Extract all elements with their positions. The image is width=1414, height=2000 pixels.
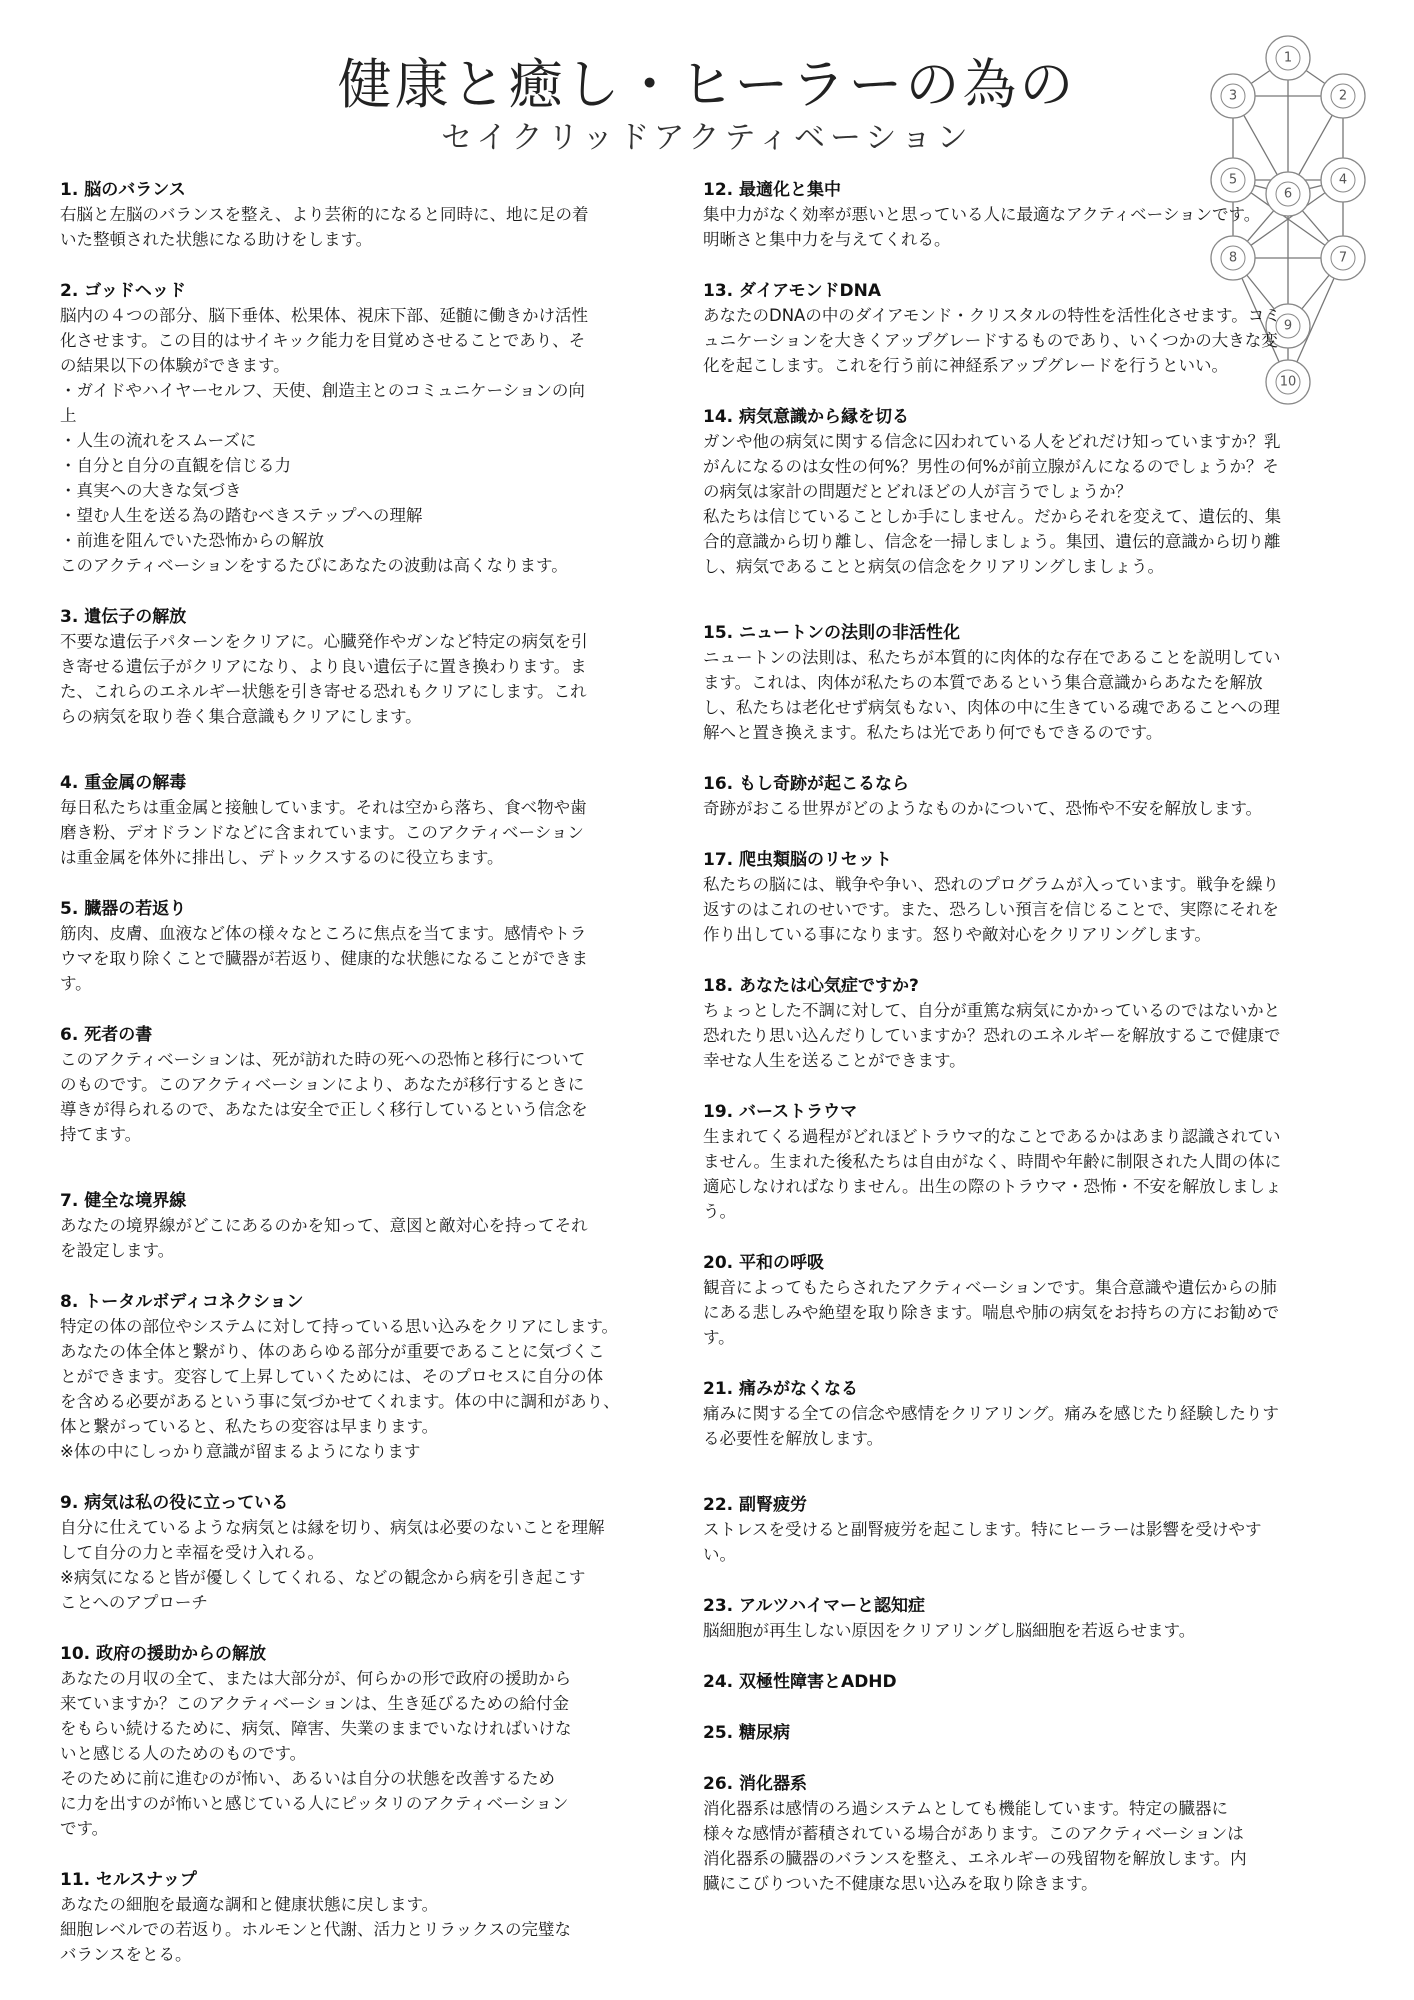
- section-heading: 4. 重金属の解毒: [60, 773, 187, 793]
- section-heading: 1. 脳のバランス: [60, 180, 186, 200]
- section-8: [60, 1290, 680, 1464]
- left-column: [60, 178, 680, 1994]
- section-heading: 20. 平和の呼吸: [703, 1253, 825, 1273]
- section-text: 奇跡がおこる世界がどのようなものかについて、恐怖や不安を解放します。: [703, 799, 1263, 818]
- section-19: [703, 1100, 1368, 1224]
- section-text: 私たちの脳には、戦争や争い、恐れのプログラムが入っています。戦争を繰り 返すのはこれのせいです。また、恐ろしい預言を信じることで、実際にそれを 作り出している事になります。怒りや敵対心をクリアリングします。: [703, 875, 1280, 944]
- section-heading: 2. ゴッドヘッド: [60, 281, 186, 301]
- section-heading: 25. 糖尿病: [703, 1723, 791, 1743]
- svg-text:8: 8: [1228, 250, 1238, 266]
- section-text: あなたの境界線がどこにあるのかを知って、意図と敵対心を持ってそれ を設定します。: [60, 1216, 588, 1260]
- section-text: ニュートンの法則は、私たちが本質的に肉体的な存在であることを説明してい ます。これは、肉体が私たちの本質であるという集合意識からあなたを解放 し、私たちは老化せず病気もない、肉体の中に生きている魂であることへの理 解へと置き換えます。私たちは光であり何でもできるのです。: [703, 648, 1281, 742]
- section-3: [60, 605, 680, 729]
- page-subtitle: セイクリッドアクティベーション: [441, 120, 973, 156]
- section-text: ストレスを受けると副腎疲労を起こします。特にヒーラーは影響を受けやす い。: [703, 1520, 1262, 1564]
- section-note: ※体の中にしっかり意識が留まるようになります: [60, 1442, 421, 1461]
- section-26: [703, 1772, 1368, 1896]
- section-heading: 23. アルツハイマーと認知症: [703, 1596, 926, 1616]
- section-text: そのために前に進むのが怖い、あるいは自分の状態を改善するため に力を出すのが怖いと感じている人にピッタリのアクティベーション です。: [60, 1769, 569, 1838]
- section-text: あなたのDNAの中のダイアモンド・クリスタルの特性を活性化させます。コミ ュニケーションを大きくアップグレードするものであり、いくつかの大きな変 化を起こします。これを行う前に神経系アップグレードを行うといい。: [703, 306, 1281, 375]
- page-title: 健康と癒し・ヒーラーの為の: [337, 53, 1077, 116]
- section-note: ※病気になると皆が優しくしてくれる、などの観念から病を引き起こす ことへのアプローチ: [60, 1568, 586, 1612]
- section-text: 自分に仕えているような病気とは縁を切り、病気は必要のないことを理解 して自分の力と幸福を受け入れる。: [60, 1518, 605, 1562]
- section-heading: 9. 病気は私の役に立っている: [60, 1493, 289, 1513]
- section-heading: 11. セルスナップ: [60, 1870, 197, 1890]
- section-text: 生まれてくる過程がどれほどトラウマ的なことであるかはあまり認識されてい ません。生まれた後私たちは自由がなく、時間や年齢に制限された人間の体に 適応しなければなりません。出生の際のトラウマ・恐怖・不安を解放しましょ う。: [703, 1127, 1282, 1221]
- section-heading: 3. 遺伝子の解放: [60, 607, 187, 627]
- section-text: このアクティベーションは、死が訪れた時の死への恐怖と移行について のものです。このアクティベーションにより、あなたが移行するときに 導きが得られるので、あなたは安全で正しく移行しているという信念を 持てます。: [60, 1050, 588, 1144]
- svg-text:4: 4: [1338, 172, 1348, 188]
- section-10: [60, 1642, 680, 1841]
- section-heading: 22. 副腎疲労: [703, 1495, 808, 1515]
- section-text: 右脳と左脳のバランスを整え、より芸術的になると同時に、地に足の着 いた整頓された状態になる助けをします。: [60, 205, 589, 249]
- section-heading: 19. バーストラウマ: [703, 1102, 858, 1122]
- list-item: ・人生の流れをスムーズに: [60, 431, 257, 450]
- section-text: 消化器系は感情のろ過システムとしても機能しています。特定の臓器に 様々な感情が蓄積されている場合があります。このアクティベーションは 消化器系の臓器のバランスを整え、エネルギーの残留物を解放します。内 臓にこびりついた不健康な思い込みを取り除きます。: [703, 1799, 1247, 1893]
- svg-text:10: 10: [1279, 374, 1297, 390]
- section-text: 毎日私たちは重金属と接触しています。それは空から落ち、食べ物や歯 磨き粉、デオドランドなどに含まれています。このアクティベーション は重金属を体外に排出し、デトックスするのに役立ちます。: [60, 798, 587, 867]
- section-6: [60, 1023, 680, 1147]
- section-heading: 26. 消化器系: [703, 1774, 808, 1794]
- sphere-2: [1321, 74, 1365, 118]
- section-13: [703, 279, 1368, 378]
- section-heading: 8. トータルボディコネクション: [60, 1292, 304, 1312]
- list-item: ・自分と自分の直観を信じる力: [60, 456, 291, 475]
- section-heading: 7. 健全な境界線: [60, 1191, 187, 1211]
- list-item: ・望む人生を送る為の踏むべきステップへの理解: [60, 506, 423, 525]
- section-text: あなたの細胞を最適な調和と健康状態に戻します。: [60, 1895, 439, 1914]
- section-5: [60, 897, 680, 996]
- section-text: 観音によってもたらされたアクティベーションです。集合意識や遺伝からの肺 にある悲しみや絶望を取り除きます。喘息や肺の病気をお持ちの方にお勧めで す。: [703, 1278, 1280, 1347]
- list-item: ・前進を阻んでいた恐怖からの解放: [60, 531, 324, 550]
- section-7: [60, 1189, 680, 1263]
- section-heading: 24. 双極性障害とADHD: [703, 1672, 897, 1692]
- section-text: 細胞レベルでの若返り。ホルモンと代謝、活力とリラックスの完璧な バランスをとる。: [60, 1920, 572, 1964]
- section-text: ちょっとした不調に対して、自分が重篤な病気にかかっているのではないかと 恐れたり思い込んだりしていますか？恐れのエネルギーを解放するこで健康で 幸せな人生を送ることができます。: [703, 1001, 1281, 1070]
- svg-text:1: 1: [1283, 50, 1293, 66]
- svg-text:3: 3: [1228, 88, 1238, 104]
- section-text: 痛みに関する全ての信念や感情をクリアリング。痛みを感じたり経験したりす る必要性を解放します。: [703, 1404, 1279, 1448]
- svg-text:6: 6: [1283, 186, 1293, 202]
- section-heading: 21. 痛みがなくなる: [703, 1379, 859, 1399]
- section-heading: 14. 病気意識から縁を切る: [703, 407, 910, 427]
- svg-text:9: 9: [1283, 318, 1293, 334]
- list-item: ・ガイドやハイヤーセルフ、天使、創造主とのコミュニケーションの向 上: [60, 381, 585, 425]
- section-4: [60, 771, 680, 870]
- section-text: 筋肉、皮膚、血液など体の様々なところに焦点を当てます。感情やトラ ウマを取り除くことで臓器が若返り、健康的な状態になることができま す。: [60, 924, 588, 993]
- section-text: ガンや他の病気に関する信念に囚われている人をどれだけ知っていますか？乳 がんになるのは女性の何%？男性の何%が前立腺がんになるのでしょうか？そ の病気は家計の問題だとどれほどの人が言うでしょうか？: [703, 432, 1281, 501]
- section-heading: 10. 政府の援助からの解放: [60, 1644, 267, 1664]
- svg-text:7: 7: [1338, 250, 1348, 266]
- section-12: [703, 178, 1368, 252]
- section-16: [703, 772, 1368, 821]
- section-text: あなたの月収の全て、または大部分が、何らかの形で政府の援助から 来ていますか？このアクティベーションは、生き延びるための給付金 をもらい続けるために、病気、障害、失業のままでいなければいけな いと感じる人のためのものです。: [60, 1669, 572, 1763]
- section-text: 脳細胞が再生しない原因をクリアリングし脳細胞を若返らせます。: [703, 1621, 1196, 1640]
- section-18: [703, 974, 1368, 1073]
- section-heading: 13. ダイアモンドDNA: [703, 281, 881, 301]
- section-text: 私たちは信じていることしか手にしません。だからそれを変えて、遺伝的、集 合的意識から切り離し、信念を一掃しましょう。集団、遺伝的意識から切り離 し、病気であることと病気の信念をクリアリングしましょう。: [703, 507, 1282, 576]
- section-heading: 17. 爬虫類脳のリセット: [703, 850, 892, 870]
- section-15: [703, 621, 1368, 745]
- section-text: 不要な遺伝子パターンをクリアに。心臓発作やガンなど特定の病気を引 き寄せる遺伝子がクリアになり、より良い遺伝子に置き換わります。ま た、これらのエネルギー状態を引き寄せる恐れもクリアにします。これ らの病気を取り巻く集合意識もクリアにします。: [60, 632, 588, 726]
- section-21: [703, 1377, 1368, 1451]
- section-heading: 18. あなたは心気症ですか?: [703, 976, 919, 996]
- section-text: このアクティベーションをするたびにあなたの波動は高くなります。: [60, 556, 568, 575]
- right-column: [703, 178, 1368, 1923]
- list-item: ・真実への大きな気づき: [60, 481, 242, 500]
- section-heading: 15. ニュートンの法則の非活性化: [703, 623, 961, 643]
- section-heading: 5. 臓器の若返り: [60, 899, 187, 919]
- section-text: 集中力がなく効率が悪いと思っている人に最適なアクティベーションです。 明晰さと集中力を与えてくれる。: [703, 205, 1261, 249]
- svg-text:2: 2: [1338, 88, 1348, 104]
- section-25: [703, 1721, 1368, 1745]
- section-heading: 12. 最適化と集中: [703, 180, 842, 200]
- section-9: [60, 1491, 680, 1615]
- section-23: [703, 1594, 1368, 1643]
- section-22: [703, 1493, 1368, 1567]
- section-2: [60, 279, 680, 578]
- section-text: 特定の体の部位やシステムに対して持っている思い込みをクリアにします。 あなたの体全体と繋がり、体のあらゆる部分が重要であることに気づくこ とができます。変容して上昇していくためには、そのプロセスに自分の体 を含める必要があるという事に気づかせてくれます。体の中に調和があり、 体と繋がっていると、私たちの変容は早まります。: [60, 1317, 620, 1436]
- section-11: [60, 1868, 680, 1967]
- section-1: [60, 178, 680, 252]
- sphere-3: [1211, 74, 1255, 118]
- sphere-1: [1266, 36, 1310, 80]
- section-17: [703, 848, 1368, 947]
- section-text: 脳内の４つの部分、脳下垂体、松果体、視床下部、延髄に働きかけ活性 化させます。この目的はサイキック能力を目覚めさせることであり、そ の結果以下の体験ができます。: [60, 306, 588, 375]
- section-14: [703, 405, 1368, 579]
- svg-text:5: 5: [1228, 172, 1238, 188]
- section-heading: 6. 死者の書: [60, 1025, 153, 1045]
- section-24: [703, 1670, 1368, 1694]
- section-20: [703, 1251, 1368, 1350]
- section-heading: 16. もし奇跡が起こるなら: [703, 774, 910, 794]
